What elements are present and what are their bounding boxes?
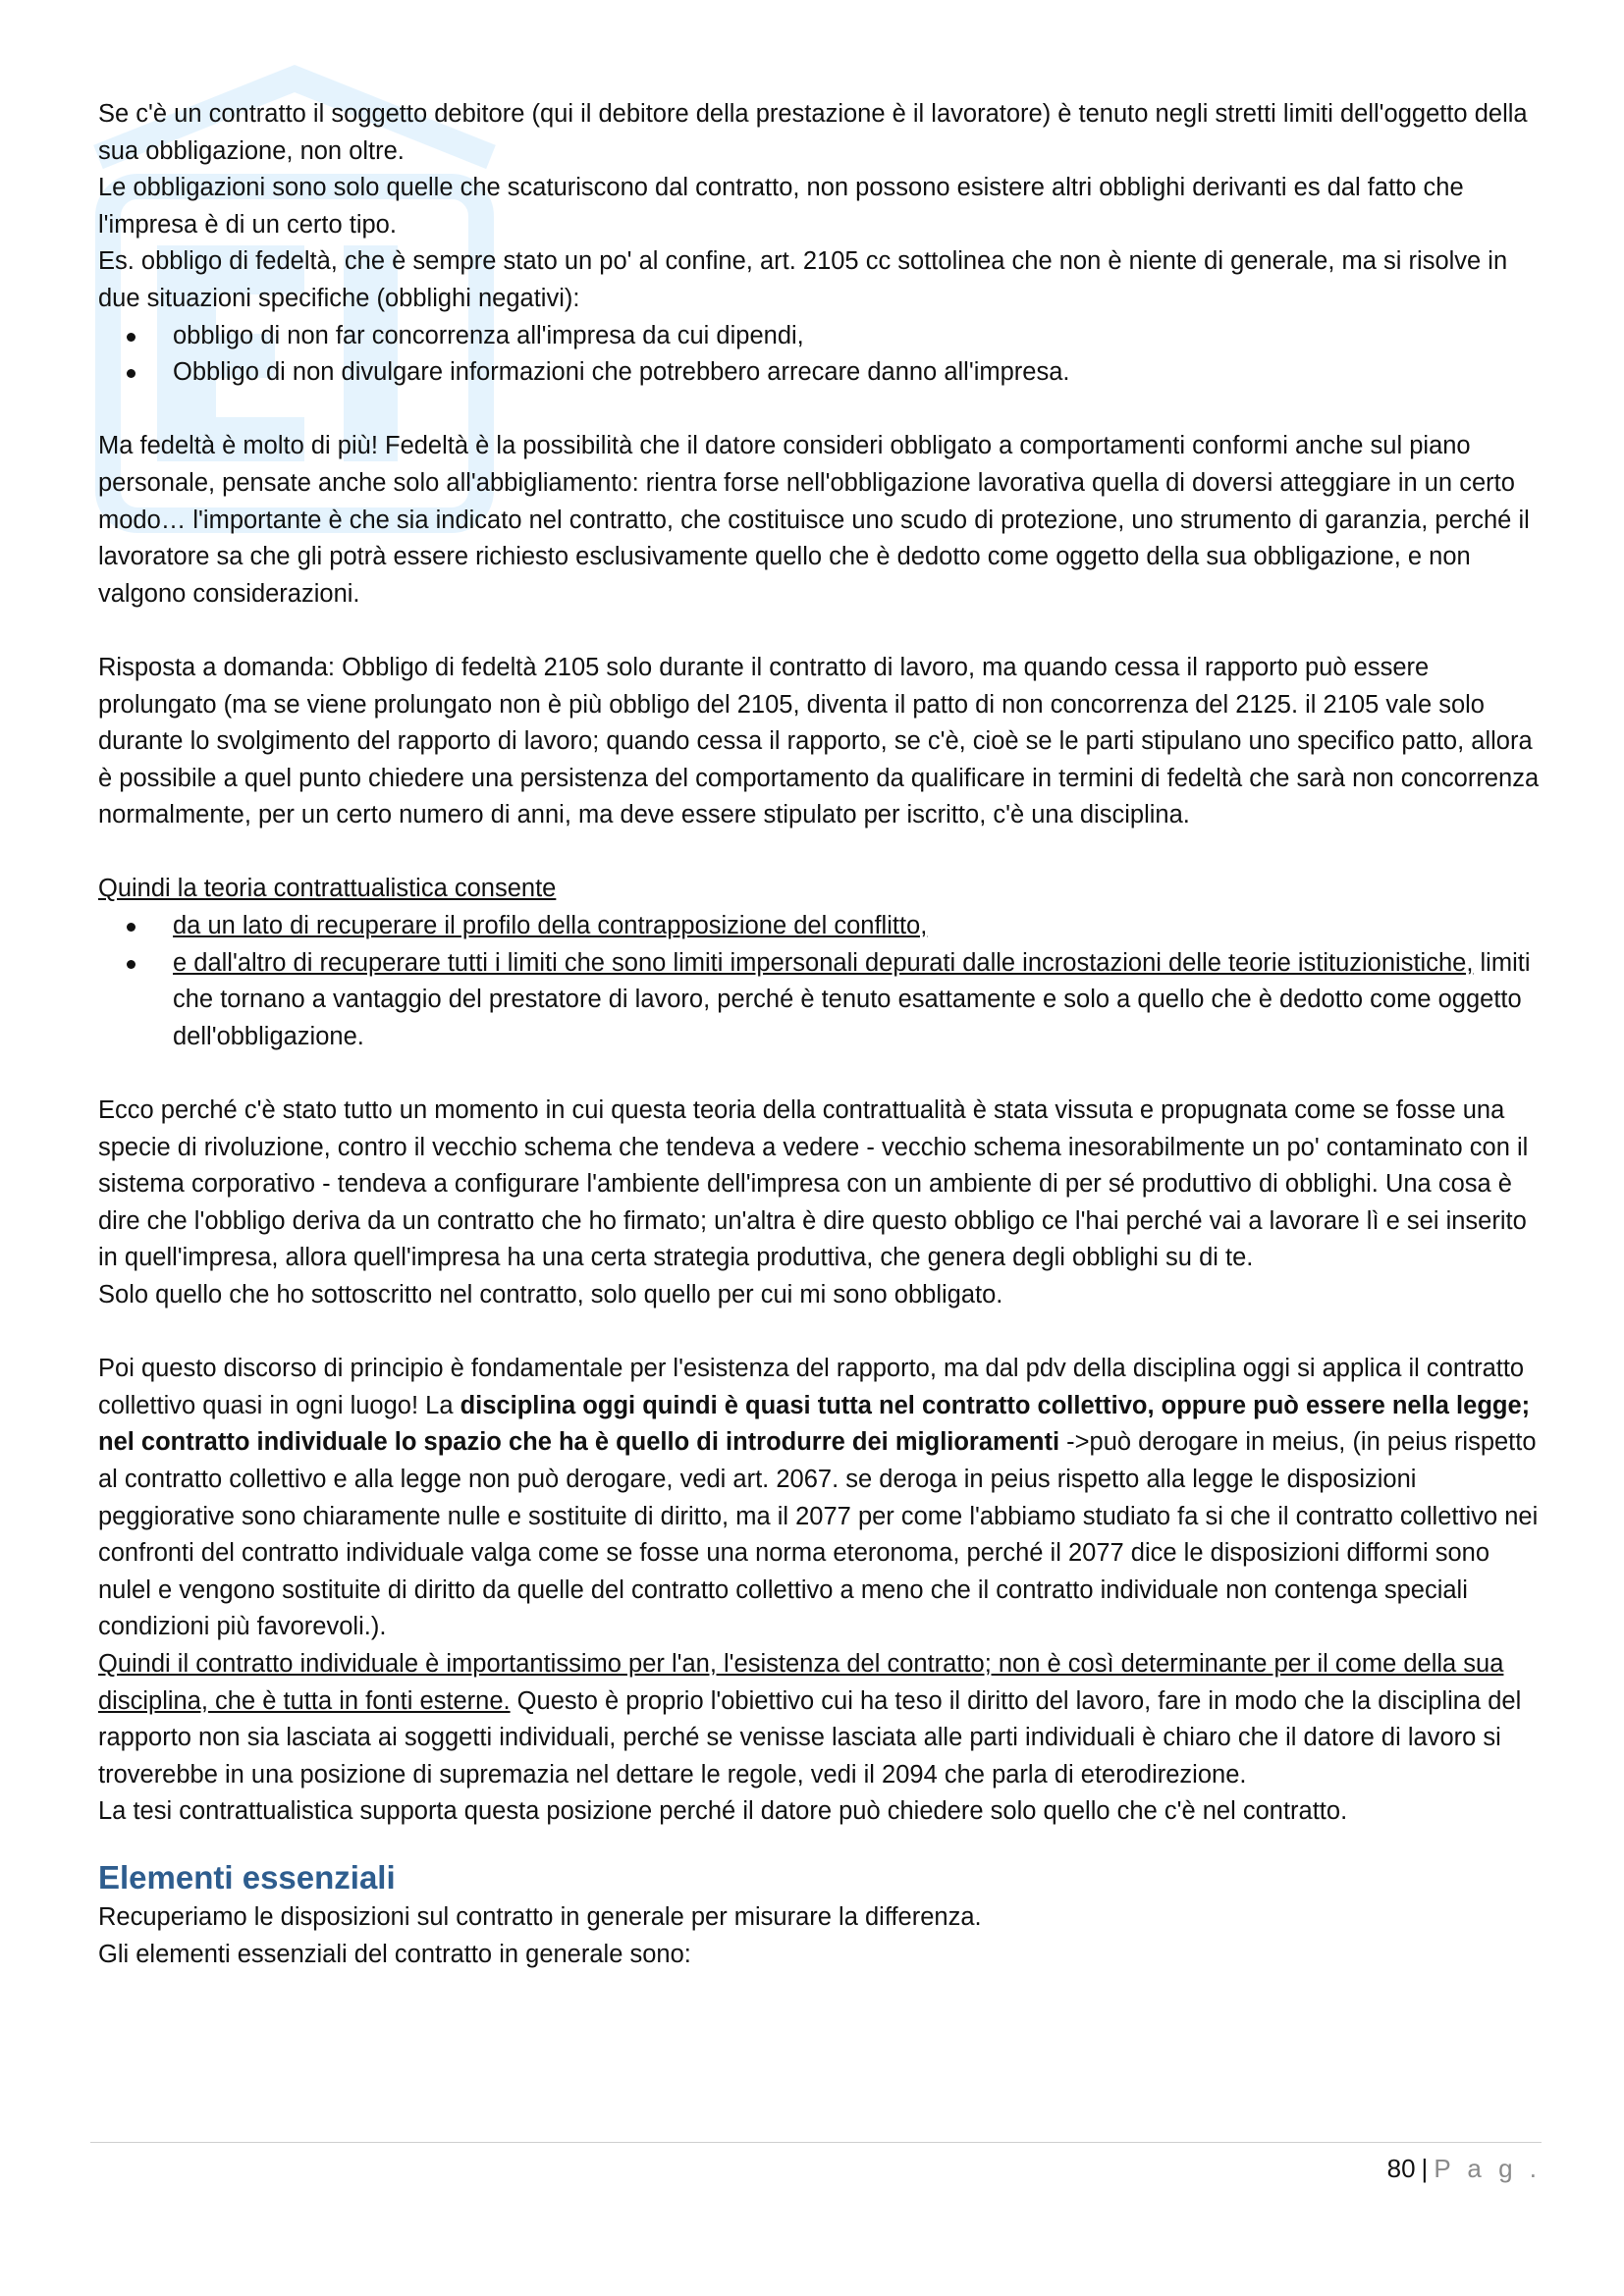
paragraph-12: Recuperiamo le disposizioni sul contratto in generale per misurare la differenza. xyxy=(98,1902,982,1931)
page-number: 80 xyxy=(1386,2154,1416,2183)
section-heading: Elementi essenziali xyxy=(98,1858,396,1896)
list-item xyxy=(173,908,1542,945)
paragraph-4: Ma fedeltà è molto di più! Fedeltà è la possibilità che il datore consideri obbligato a comportamenti conformi anche sul piano personale, pensate anche solo all'abbigliamento: rientra forse nell'obbligazione lavorativa quella di doversi atteggiare in un certo modo… l'importante è che sia indicato nel contratto, che costituisce uno scudo di protezione, uno strumento di garanzia, perché il lavoratore sa che gli potrà essere richiesto esclusivamente quello che è dedotto come oggetto della sua obbligazione, e non valgono considerazioni. xyxy=(98,432,1530,608)
paragraph-9 xyxy=(98,1351,1542,1646)
paragraph-9-rest: ->può derogare in meius, (in peius rispetto al contratto collettivo e alla legge non può derogare, vedi art. 2067. se deroga in peius rispetto alla legge le disposizioni peggiorative sono chiaramente nulle e sostituite di diritto, ma il 2077 per come l'abbiamo studiato fa si che il contratto collettivo nei confronti del contratto individuale valga come se fosse una norma eteronoma, perché il 2077 dice le disposizioni difformi sono nulel e vengono sostituite di diritto da quelle del contratto collettivo a meno che il contratto individuale non contenga speciali condizioni più favorevoli.). xyxy=(98,1428,1539,1641)
paragraph-3: Es. obbligo di fedeltà, che è sempre stato un po' al confine, art. 2105 cc sottolinea che non è niente di generale, ma si risolve in due situazioni specifiche (obblighi negativi): xyxy=(98,247,1508,312)
paragraph-10-underlined: Quindi il contratto individuale è importantissimo per l'an, l'esistenza del contratto; non è così determinante per il come della sua disciplina, che è tutta in fonti esterne. xyxy=(98,1649,1504,1715)
paragraph-11: La tesi contrattualistica supporta questa posizione perché il datore può chiedere solo quello che c'è nel contratto. xyxy=(98,1797,1348,1826)
page-footer xyxy=(1387,2150,1542,2187)
document-body xyxy=(98,96,1542,1973)
list-item-underlined: e dall'altro di recuperare tutti i limiti che sono limiti impersonali depurati dalle incrostazioni delle teorie istituzionistiche, xyxy=(173,948,1474,977)
footer-separator: | xyxy=(1421,2154,1429,2183)
paragraph-9-bold: disciplina oggi quindi è quasi tutta nel contratto collettivo, oppure può essere nella legge; nel contratto individuale lo spazio che ha è quello di introdurre dei miglioramenti xyxy=(98,1391,1531,1457)
list-item-text: limiti che tornano a vantaggio del prestatore di lavoro, perché è tenuto esattamente e solo a quello che è dedotto come oggetto dell'obbligazione. xyxy=(173,948,1531,1050)
paragraph-13: Gli elementi essenziali del contratto in generale sono: xyxy=(98,1940,691,1968)
paragraph-9-text: Poi questo discorso di principio è fondamentale per l'esistenza del rapporto, ma dal pdv della disciplina oggi si applica il contratto collettivo quasi in ogni luogo! La xyxy=(98,1355,1525,1419)
list-item: Obbligo di non divulgare informazioni che potrebbero arrecare danno all'impresa. xyxy=(173,354,1542,392)
list-item: obbligo di non far concorrenza all'impresa da cui dipendi, xyxy=(173,318,1542,355)
list-item-underlined: da un lato di recuperare il profilo della contrapposizione del conflitto, xyxy=(173,912,928,940)
bullet-list-obblighi xyxy=(98,318,1542,392)
footer-divider xyxy=(90,2142,1542,2143)
paragraph-6: Quindi la teoria contrattualistica consente xyxy=(98,875,557,903)
paragraph-1: Se c'è un contratto il soggetto debitore (qui il debitore della prestazione è il lavoratore) è tenuto negli stretti limiti dell'oggetto della sua obbligazione, non oltre. xyxy=(98,100,1528,165)
paragraph-2: Le obbligazioni sono solo quelle che scaturiscono dal contratto, non possono esistere altri obblighi derivanti es dal fatto che l'impresa è di un certo tipo. xyxy=(98,174,1464,239)
paragraph-10-rest: Questo è proprio l'obiettivo cui ha teso il diritto del lavoro, fare in modo che la disciplina del rapporto non sia lasciata ai soggetti individuali, perché se venisse lasciata alle parti individuali è chiaro che il datore di lavoro si troverebbe in una posizione di supremazia nel dettare le regole, vedi il 2094 che parla di eterodirezione. xyxy=(98,1686,1522,1789)
paragraph-5: Risposta a domanda: Obbligo di fedeltà 2105 solo durante il contratto di lavoro, ma quando cessa il rapporto può essere prolungato (ma se viene prolungato non è più obbligo del 2105, diventa il patto di non concorrenza del 2125. il 2105 vale solo durante lo svolgimento del rapporto di lavoro; quando cessa il rapporto, se c'è, cioè se le parti stipulano uno specifico patto, allora è possibile a quel punto chiedere una persistenza del comportamento da qualificare in termini di fedeltà che sarà non concorrenza normalmente, per un certo numero di anni, ma deve essere stipulato per iscritto, c'è una disciplina. xyxy=(98,653,1540,829)
list-item xyxy=(173,945,1542,1056)
page-label: P a g . xyxy=(1434,2154,1542,2183)
paragraph-10 xyxy=(98,1646,1542,1793)
paragraph-7: Ecco perché c'è stato tutto un momento in cui questa teoria della contrattualità è stata vissuta e propugnata come se fosse una specie di rivoluzione, contro il vecchio schema che tendeva a vedere - vecchio schema inesorabilmente un po' contaminato con il sistema corporativo - tendeva a configurare l'ambiente dell'impresa con un ambiente di per sé produttivo di obblighi. Una cosa è dire che l'obbligo deriva da un contratto che ho firmato; un'altra è dire questo obbligo ce l'hai perché vai a lavorare lì e sei inserito in quell'impresa, allora quell'impresa ha una certa strategia produttiva, che genera degli obblighi su di te. xyxy=(98,1096,1529,1272)
bullet-list-teoria xyxy=(98,908,1542,1055)
paragraph-8: Solo quello che ho sottoscritto nel contratto, solo quello per cui mi sono obbligato. xyxy=(98,1281,1003,1308)
